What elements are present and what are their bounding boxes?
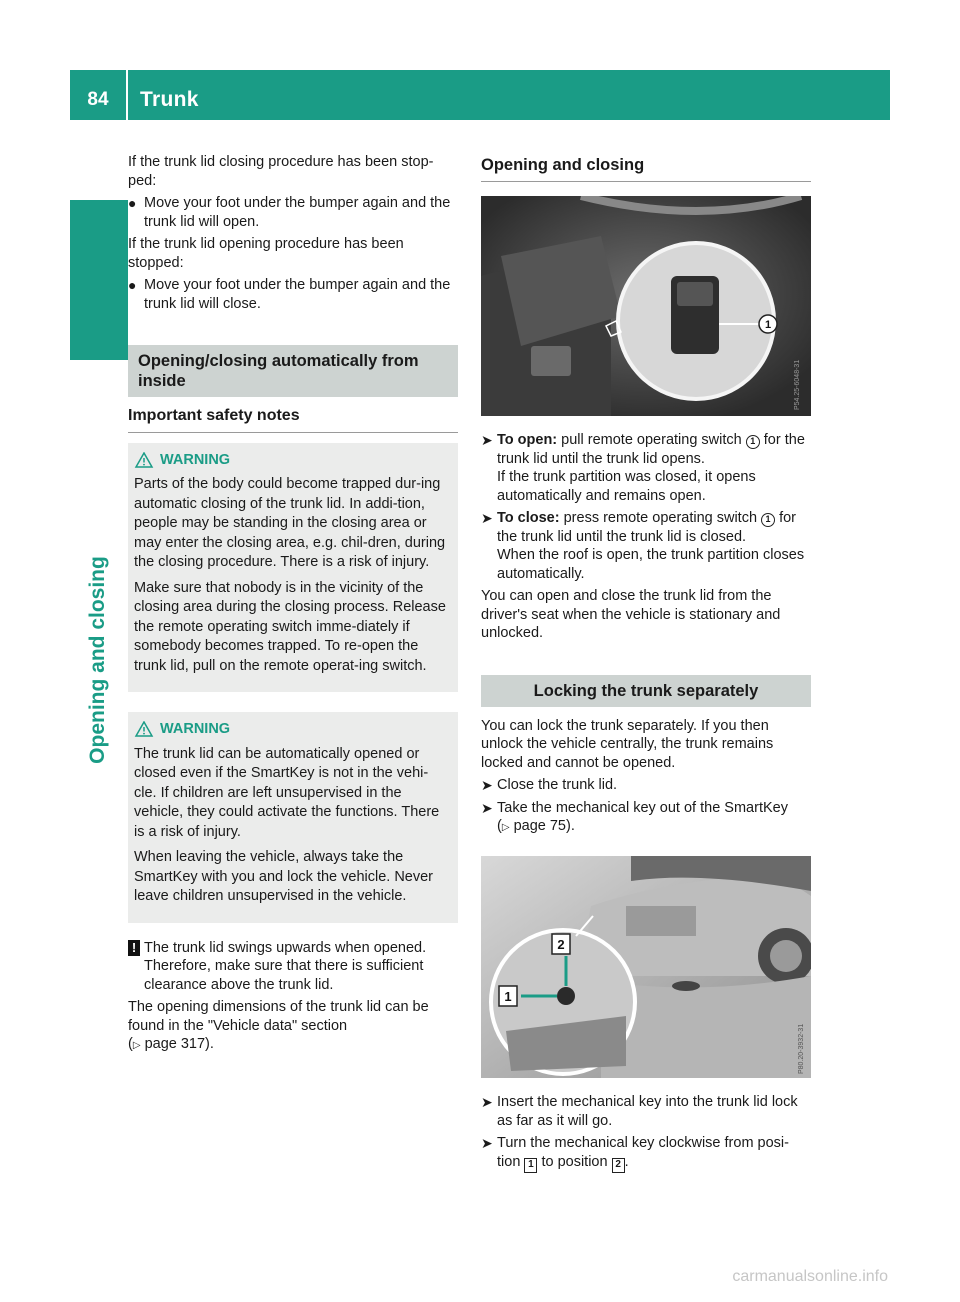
left-column [128, 153, 458, 1060]
bullet-item: ● Move your foot under the bumper again and the trunk lid will open. [128, 195, 451, 230]
warning-text: The trunk lid can be automatically opened or closed even if the SmartKey is not in the vehi-cle. If children are left unsupervised in the vehicle, they could activate the functions. There is a risk of injury. [134, 745, 440, 840]
step-arrow-icon: ➤ [481, 510, 493, 526]
paragraph: You can open and close the trunk lid from the driver's seat when the vehicle is stationary and unlocked. [481, 588, 781, 641]
step-item: ➤ Insert the mechanical key into the trunk lid lock as far as it will go. [481, 1094, 798, 1129]
page-reference[interactable]: page 75). [513, 818, 575, 834]
section-title: Opening and closing [481, 156, 811, 182]
section-heading: Opening/closing automatically from inside [128, 345, 458, 397]
bullet-item: ● Move your foot under the bumper again and the trunk lid will close. [128, 277, 451, 312]
bullet-icon: ● [128, 277, 137, 293]
warning-text: When leaving the vehicle, always take the SmartKey with you and lock the vehicle. Never leave children unsupervised in the vehicle. [134, 849, 433, 904]
step-item: ➤ Take the mechanical key out of the SmartKey (▷ page 75). [481, 799, 788, 834]
step-arrow-icon: ➤ [481, 777, 493, 793]
step-arrow-icon: ➤ [481, 1094, 493, 1110]
position-2-icon: 2 [612, 1158, 625, 1173]
warning-box [128, 712, 458, 923]
page-number: 84 [87, 89, 109, 110]
callout-1-icon: 1 [761, 513, 775, 527]
position-1-icon: 1 [524, 1158, 537, 1173]
paragraph: The opening dimensions of the trunk lid can be found in the "Vehicle data" section (▷ page 317). [128, 999, 429, 1052]
warning-text: Parts of the body could become trapped dur-ing automatic closing of the trunk lid. In addi-tion, people may be standing in the closing area or may enter the closing area, e.g. chil-dren, during the closing procedure. There is a risk of injury. [134, 476, 446, 570]
subsection-heading: Important safety notes [128, 397, 458, 433]
trunk-lock-photo [481, 856, 811, 1078]
warning-header: WARNING [134, 720, 450, 739]
page-title: Trunk [140, 88, 199, 111]
step-item: ➤ To open: pull remote operating switch 1 for the trunk lid until the trunk lid opens. If the trunk partition was closed, it opens automatically and remains open. [481, 432, 805, 504]
step-item: ➤ To close: press remote operating switch 1 for the trunk lid until the trunk lid is closed. When the roof is open, the trunk partition closes automatically. [481, 510, 805, 582]
page-reference[interactable]: page 317). [144, 1036, 214, 1052]
header-divider [126, 70, 128, 120]
warning-triangle-icon [134, 721, 154, 737]
callout-1-icon: 1 [746, 435, 760, 449]
watermark: carmanualsonline.info [732, 1268, 888, 1285]
image-code: P54.25-6048-31 [794, 359, 801, 410]
page-ref-arrow-icon: ▷ [501, 822, 510, 833]
trunk-switch-photo [481, 196, 811, 416]
image-code: P80.20-3932-31 [798, 1023, 805, 1074]
step-arrow-icon: ➤ [481, 1135, 493, 1151]
bullet-icon: ● [128, 195, 137, 211]
step-arrow-icon: ➤ [481, 432, 493, 448]
warning-box [128, 443, 458, 693]
step-arrow-icon: ➤ [481, 799, 493, 816]
step-item: ➤ Turn the mechanical key clockwise from posi-tion 1 to position 2 . [481, 1134, 811, 1173]
paragraph: If the trunk lid opening procedure has been stopped: [128, 236, 404, 271]
paragraph: You can lock the trunk separately. If you then unlock the vehicle centrally, the trunk remains locked and cannot be opened. [481, 717, 774, 771]
notice: ! The trunk lid swings upwards when opened. Therefore, make sure that there is sufficient clearance above the trunk lid. [128, 939, 458, 995]
step-item: ➤ Close the trunk lid. [481, 777, 618, 793]
warning-text: Make sure that nobody is in the vicinity of the closing area during the closing process. Release the remote operating switch imme-diately if somebody becomes trapped. To re-open the trunk lid, pull on the remote operat-ing switch. [134, 579, 446, 674]
exclamation-icon: ! [128, 940, 140, 956]
image-callout: 1 [504, 988, 512, 1004]
warning-header: WARNING [134, 451, 450, 470]
section-heading: Locking the trunk separately [481, 675, 811, 707]
warning-triangle-icon [134, 452, 154, 468]
sidebar-tab [70, 200, 128, 360]
image-callout: 1 [764, 318, 772, 331]
paragraph: If the trunk lid closing procedure has been stop-ped: [128, 154, 434, 189]
image-callout: 2 [557, 936, 565, 952]
right-column [481, 150, 811, 1177]
page-ref-arrow-icon: ▷ [132, 1040, 141, 1051]
sidebar-section-label: Opening and closing [86, 556, 109, 764]
